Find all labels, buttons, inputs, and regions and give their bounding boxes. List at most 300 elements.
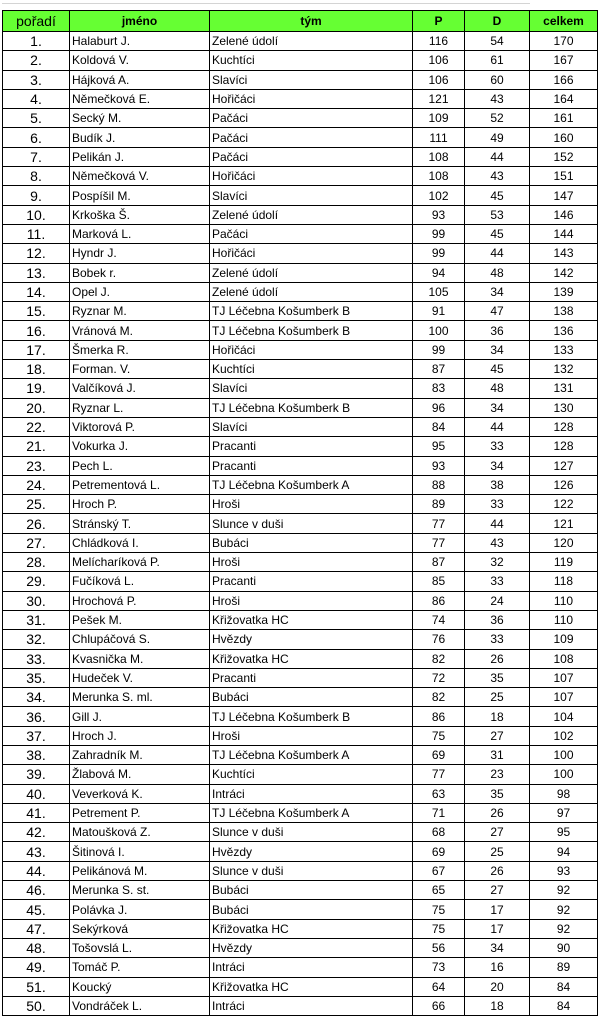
cell-team[interactable]: Pačáci — [210, 128, 413, 147]
cell-rank[interactable]: 16. — [3, 321, 70, 340]
cell-team[interactable]: TJ Léčebna Košumberk A — [210, 803, 413, 822]
cell-rank[interactable]: 50. — [3, 996, 70, 1015]
cell-total[interactable]: 92 — [530, 881, 598, 900]
cell-total[interactable]: 147 — [530, 186, 598, 205]
cell-rank[interactable]: 13. — [3, 263, 70, 282]
cell-p[interactable]: 99 — [413, 244, 465, 263]
cell-team[interactable]: Slavíci — [210, 186, 413, 205]
cell-p[interactable]: 111 — [413, 128, 465, 147]
header-total[interactable]: celkem — [530, 11, 598, 32]
cell-d[interactable]: 26 — [465, 803, 530, 822]
cell-rank[interactable]: 21. — [3, 437, 70, 456]
cell-d[interactable]: 17 — [465, 919, 530, 938]
cell-p[interactable]: 85 — [413, 572, 465, 591]
cell-team[interactable]: Slavíci — [210, 417, 413, 436]
cell-name[interactable]: Pelikánová M. — [70, 861, 210, 880]
cell-d[interactable]: 24 — [465, 591, 530, 610]
cell-team[interactable]: Křižovatka HC — [210, 977, 413, 996]
cell-d[interactable]: 33 — [465, 495, 530, 514]
cell-p[interactable]: 75 — [413, 726, 465, 745]
cell-total[interactable]: 90 — [530, 938, 598, 957]
cell-rank[interactable]: 14. — [3, 282, 70, 301]
cell-rank[interactable]: 39. — [3, 765, 70, 784]
cell-p[interactable]: 77 — [413, 514, 465, 533]
cell-total[interactable]: 131 — [530, 379, 598, 398]
cell-p[interactable]: 69 — [413, 842, 465, 861]
cell-d[interactable]: 43 — [465, 533, 530, 552]
cell-p[interactable]: 83 — [413, 379, 465, 398]
cell-name[interactable]: Vránová M. — [70, 321, 210, 340]
cell-d[interactable]: 34 — [465, 398, 530, 417]
cell-d[interactable]: 44 — [465, 147, 530, 166]
header-team[interactable]: tým — [210, 11, 413, 32]
cell-d[interactable]: 45 — [465, 224, 530, 243]
cell-d[interactable]: 60 — [465, 70, 530, 89]
cell-rank[interactable]: 5. — [3, 109, 70, 128]
cell-team[interactable]: Zelené údolí — [210, 205, 413, 224]
cell-name[interactable]: Pech L. — [70, 456, 210, 475]
cell-total[interactable]: 161 — [530, 109, 598, 128]
cell-team[interactable]: Intráci — [210, 958, 413, 977]
cell-team[interactable]: Kuchtíci — [210, 360, 413, 379]
header-p[interactable]: P — [413, 11, 465, 32]
cell-rank[interactable]: 42. — [3, 823, 70, 842]
cell-d[interactable]: 33 — [465, 572, 530, 591]
cell-p[interactable]: 105 — [413, 282, 465, 301]
cell-name[interactable]: Šmerka R. — [70, 340, 210, 359]
cell-total[interactable]: 136 — [530, 321, 598, 340]
cell-p[interactable]: 87 — [413, 553, 465, 572]
cell-p[interactable]: 66 — [413, 996, 465, 1015]
cell-d[interactable]: 17 — [465, 900, 530, 919]
cell-d[interactable]: 27 — [465, 726, 530, 745]
cell-rank[interactable]: 24. — [3, 475, 70, 494]
header-name[interactable]: jméno — [70, 11, 210, 32]
cell-team[interactable]: Slunce v duši — [210, 514, 413, 533]
cell-p[interactable]: 56 — [413, 938, 465, 957]
cell-p[interactable]: 76 — [413, 630, 465, 649]
cell-team[interactable]: TJ Léčebna Košumberk B — [210, 398, 413, 417]
cell-name[interactable]: Hudeček V. — [70, 668, 210, 687]
cell-d[interactable]: 25 — [465, 688, 530, 707]
cell-total[interactable]: 97 — [530, 803, 598, 822]
cell-name[interactable]: Hyndr J. — [70, 244, 210, 263]
cell-d[interactable]: 54 — [465, 32, 530, 51]
cell-total[interactable]: 107 — [530, 668, 598, 687]
cell-rank[interactable]: 49. — [3, 958, 70, 977]
cell-d[interactable]: 26 — [465, 861, 530, 880]
cell-rank[interactable]: 43. — [3, 842, 70, 861]
cell-name[interactable]: Chládková I. — [70, 533, 210, 552]
cell-total[interactable]: 146 — [530, 205, 598, 224]
cell-p[interactable]: 87 — [413, 360, 465, 379]
cell-p[interactable]: 86 — [413, 591, 465, 610]
cell-p[interactable]: 93 — [413, 456, 465, 475]
cell-name[interactable]: Tošovslá L. — [70, 938, 210, 957]
cell-name[interactable]: Hrochová P. — [70, 591, 210, 610]
cell-d[interactable]: 44 — [465, 244, 530, 263]
cell-team[interactable]: Hroši — [210, 495, 413, 514]
cell-p[interactable]: 63 — [413, 784, 465, 803]
cell-team[interactable]: Hroši — [210, 726, 413, 745]
cell-total[interactable]: 92 — [530, 919, 598, 938]
cell-d[interactable]: 20 — [465, 977, 530, 996]
cell-team[interactable]: Pačáci — [210, 147, 413, 166]
cell-name[interactable]: Valčíková J. — [70, 379, 210, 398]
cell-total[interactable]: 151 — [530, 167, 598, 186]
cell-rank[interactable]: 2. — [3, 51, 70, 70]
cell-total[interactable]: 120 — [530, 533, 598, 552]
cell-team[interactable]: Zelené údolí — [210, 263, 413, 282]
cell-rank[interactable]: 36. — [3, 707, 70, 726]
cell-rank[interactable]: 7. — [3, 147, 70, 166]
cell-team[interactable]: Pracanti — [210, 572, 413, 591]
cell-p[interactable]: 84 — [413, 417, 465, 436]
cell-p[interactable]: 74 — [413, 610, 465, 629]
cell-total[interactable]: 93 — [530, 861, 598, 880]
cell-total[interactable]: 167 — [530, 51, 598, 70]
cell-team[interactable]: TJ Léčebna Košumberk A — [210, 475, 413, 494]
cell-name[interactable]: Žlabová M. — [70, 765, 210, 784]
cell-team[interactable]: Křižovatka HC — [210, 919, 413, 938]
cell-rank[interactable]: 23. — [3, 456, 70, 475]
cell-p[interactable]: 67 — [413, 861, 465, 880]
cell-total[interactable]: 127 — [530, 456, 598, 475]
cell-total[interactable]: 132 — [530, 360, 598, 379]
cell-p[interactable]: 86 — [413, 707, 465, 726]
cell-total[interactable]: 104 — [530, 707, 598, 726]
cell-rank[interactable]: 33. — [3, 649, 70, 668]
cell-rank[interactable]: 12. — [3, 244, 70, 263]
cell-team[interactable]: Hvězdy — [210, 842, 413, 861]
cell-total[interactable]: 166 — [530, 70, 598, 89]
cell-team[interactable]: Bubáci — [210, 900, 413, 919]
cell-team[interactable]: Pracanti — [210, 668, 413, 687]
cell-d[interactable]: 43 — [465, 89, 530, 108]
cell-total[interactable]: 138 — [530, 302, 598, 321]
cell-name[interactable]: Marková L. — [70, 224, 210, 243]
cell-name[interactable]: Opel J. — [70, 282, 210, 301]
cell-name[interactable]: Merunka S. ml. — [70, 688, 210, 707]
cell-rank[interactable]: 20. — [3, 398, 70, 417]
cell-d[interactable]: 27 — [465, 823, 530, 842]
cell-name[interactable]: Ryznar M. — [70, 302, 210, 321]
cell-team[interactable]: Hvězdy — [210, 938, 413, 957]
cell-rank[interactable]: 27. — [3, 533, 70, 552]
cell-d[interactable]: 34 — [465, 938, 530, 957]
cell-name[interactable]: Koucký — [70, 977, 210, 996]
cell-team[interactable]: Hvězdy — [210, 630, 413, 649]
cell-name[interactable]: Pešek M. — [70, 610, 210, 629]
cell-team[interactable]: TJ Léčebna Košumberk B — [210, 707, 413, 726]
cell-name[interactable]: Gill J. — [70, 707, 210, 726]
cell-d[interactable]: 43 — [465, 167, 530, 186]
cell-team[interactable]: Pačáci — [210, 109, 413, 128]
cell-team[interactable]: Křižovatka HC — [210, 649, 413, 668]
cell-team[interactable]: Intráci — [210, 996, 413, 1015]
cell-total[interactable]: 119 — [530, 553, 598, 572]
cell-name[interactable]: Hroch P. — [70, 495, 210, 514]
cell-p[interactable]: 71 — [413, 803, 465, 822]
cell-team[interactable]: Kuchtíci — [210, 51, 413, 70]
cell-p[interactable]: 73 — [413, 958, 465, 977]
cell-team[interactable]: Pracanti — [210, 437, 413, 456]
cell-d[interactable]: 34 — [465, 456, 530, 475]
cell-rank[interactable]: 29. — [3, 572, 70, 591]
cell-total[interactable]: 92 — [530, 900, 598, 919]
cell-name[interactable]: Hájková A. — [70, 70, 210, 89]
cell-total[interactable]: 160 — [530, 128, 598, 147]
cell-total[interactable]: 100 — [530, 745, 598, 764]
cell-rank[interactable]: 51. — [3, 977, 70, 996]
cell-rank[interactable]: 40. — [3, 784, 70, 803]
cell-rank[interactable]: 1. — [3, 32, 70, 51]
cell-p[interactable]: 69 — [413, 745, 465, 764]
cell-rank[interactable]: 48. — [3, 938, 70, 957]
cell-team[interactable]: Bubáci — [210, 688, 413, 707]
cell-d[interactable]: 18 — [465, 707, 530, 726]
cell-total[interactable]: 84 — [530, 977, 598, 996]
cell-team[interactable]: TJ Léčebna Košumberk A — [210, 745, 413, 764]
cell-rank[interactable]: 26. — [3, 514, 70, 533]
cell-name[interactable]: Bobek r. — [70, 263, 210, 282]
cell-name[interactable]: Matoušková Z. — [70, 823, 210, 842]
cell-name[interactable]: Chlupáčová S. — [70, 630, 210, 649]
cell-name[interactable]: Viktorová P. — [70, 417, 210, 436]
cell-team[interactable]: Pačáci — [210, 224, 413, 243]
cell-d[interactable]: 31 — [465, 745, 530, 764]
cell-team[interactable]: Hořičáci — [210, 244, 413, 263]
cell-name[interactable]: Vondráček L. — [70, 996, 210, 1015]
cell-rank[interactable]: 41. — [3, 803, 70, 822]
cell-p[interactable]: 109 — [413, 109, 465, 128]
cell-d[interactable]: 47 — [465, 302, 530, 321]
cell-p[interactable]: 96 — [413, 398, 465, 417]
cell-team[interactable]: Hroši — [210, 591, 413, 610]
cell-total[interactable]: 122 — [530, 495, 598, 514]
cell-total[interactable]: 118 — [530, 572, 598, 591]
cell-p[interactable]: 95 — [413, 437, 465, 456]
cell-rank[interactable]: 9. — [3, 186, 70, 205]
cell-rank[interactable]: 30. — [3, 591, 70, 610]
cell-p[interactable]: 82 — [413, 649, 465, 668]
cell-d[interactable]: 52 — [465, 109, 530, 128]
cell-total[interactable]: 94 — [530, 842, 598, 861]
cell-p[interactable]: 82 — [413, 688, 465, 707]
cell-rank[interactable]: 34. — [3, 688, 70, 707]
cell-d[interactable]: 33 — [465, 437, 530, 456]
header-rank[interactable]: pořadí — [3, 11, 70, 32]
cell-d[interactable]: 35 — [465, 668, 530, 687]
cell-team[interactable]: Slavíci — [210, 379, 413, 398]
cell-rank[interactable]: 38. — [3, 745, 70, 764]
cell-rank[interactable]: 35. — [3, 668, 70, 687]
cell-d[interactable]: 45 — [465, 360, 530, 379]
cell-rank[interactable]: 46. — [3, 881, 70, 900]
cell-d[interactable]: 44 — [465, 514, 530, 533]
cell-p[interactable]: 68 — [413, 823, 465, 842]
cell-total[interactable]: 100 — [530, 765, 598, 784]
cell-p[interactable]: 100 — [413, 321, 465, 340]
cell-rank[interactable]: 8. — [3, 167, 70, 186]
cell-p[interactable]: 121 — [413, 89, 465, 108]
cell-team[interactable]: TJ Léčebna Košumberk B — [210, 321, 413, 340]
cell-team[interactable]: Bubáci — [210, 881, 413, 900]
cell-rank[interactable]: 10. — [3, 205, 70, 224]
cell-total[interactable]: 98 — [530, 784, 598, 803]
cell-total[interactable]: 102 — [530, 726, 598, 745]
cell-d[interactable]: 27 — [465, 881, 530, 900]
cell-d[interactable]: 33 — [465, 630, 530, 649]
cell-name[interactable]: Němečková E. — [70, 89, 210, 108]
cell-rank[interactable]: 32. — [3, 630, 70, 649]
cell-rank[interactable]: 28. — [3, 553, 70, 572]
cell-d[interactable]: 48 — [465, 379, 530, 398]
cell-total[interactable]: 84 — [530, 996, 598, 1015]
cell-rank[interactable]: 6. — [3, 128, 70, 147]
cell-team[interactable]: TJ Léčebna Košumberk B — [210, 302, 413, 321]
cell-name[interactable]: Secký M. — [70, 109, 210, 128]
cell-total[interactable]: 110 — [530, 591, 598, 610]
cell-total[interactable]: 130 — [530, 398, 598, 417]
cell-total[interactable]: 139 — [530, 282, 598, 301]
cell-total[interactable]: 110 — [530, 610, 598, 629]
cell-d[interactable]: 25 — [465, 842, 530, 861]
cell-team[interactable]: Slunce v duši — [210, 861, 413, 880]
cell-rank[interactable]: 25. — [3, 495, 70, 514]
cell-name[interactable]: Krkoška Š. — [70, 205, 210, 224]
cell-p[interactable]: 94 — [413, 263, 465, 282]
cell-rank[interactable]: 45. — [3, 900, 70, 919]
cell-name[interactable]: Petrement P. — [70, 803, 210, 822]
cell-p[interactable]: 108 — [413, 167, 465, 186]
cell-total[interactable]: 133 — [530, 340, 598, 359]
cell-p[interactable]: 102 — [413, 186, 465, 205]
cell-team[interactable]: Slavíci — [210, 70, 413, 89]
cell-name[interactable]: Fučíková L. — [70, 572, 210, 591]
cell-team[interactable]: Pracanti — [210, 456, 413, 475]
cell-name[interactable]: Budík J. — [70, 128, 210, 147]
cell-rank[interactable]: 22. — [3, 417, 70, 436]
cell-team[interactable]: Zelené údolí — [210, 32, 413, 51]
cell-p[interactable]: 64 — [413, 977, 465, 996]
cell-rank[interactable]: 11. — [3, 224, 70, 243]
cell-rank[interactable]: 31. — [3, 610, 70, 629]
cell-name[interactable]: Forman. V. — [70, 360, 210, 379]
cell-d[interactable]: 36 — [465, 321, 530, 340]
cell-team[interactable]: Hořičáci — [210, 89, 413, 108]
cell-d[interactable]: 34 — [465, 282, 530, 301]
cell-team[interactable]: Hroši — [210, 553, 413, 572]
cell-p[interactable]: 65 — [413, 881, 465, 900]
cell-name[interactable]: Koldová V. — [70, 51, 210, 70]
cell-total[interactable]: 170 — [530, 32, 598, 51]
cell-d[interactable]: 38 — [465, 475, 530, 494]
cell-d[interactable]: 53 — [465, 205, 530, 224]
cell-d[interactable]: 45 — [465, 186, 530, 205]
cell-name[interactable]: Halaburt J. — [70, 32, 210, 51]
cell-total[interactable]: 95 — [530, 823, 598, 842]
cell-d[interactable]: 44 — [465, 417, 530, 436]
cell-d[interactable]: 49 — [465, 128, 530, 147]
cell-rank[interactable]: 19. — [3, 379, 70, 398]
cell-p[interactable]: 77 — [413, 765, 465, 784]
cell-d[interactable]: 18 — [465, 996, 530, 1015]
cell-p[interactable]: 75 — [413, 919, 465, 938]
cell-p[interactable]: 116 — [413, 32, 465, 51]
cell-name[interactable]: Petrementová L. — [70, 475, 210, 494]
cell-name[interactable]: Šitinová I. — [70, 842, 210, 861]
cell-team[interactable]: Hořičáci — [210, 340, 413, 359]
cell-p[interactable]: 93 — [413, 205, 465, 224]
cell-total[interactable]: 89 — [530, 958, 598, 977]
cell-d[interactable]: 36 — [465, 610, 530, 629]
cell-total[interactable]: 142 — [530, 263, 598, 282]
cell-total[interactable]: 128 — [530, 437, 598, 456]
cell-team[interactable]: Bubáci — [210, 533, 413, 552]
cell-p[interactable]: 99 — [413, 340, 465, 359]
cell-rank[interactable]: 15. — [3, 302, 70, 321]
cell-total[interactable]: 121 — [530, 514, 598, 533]
cell-d[interactable]: 23 — [465, 765, 530, 784]
cell-rank[interactable]: 44. — [3, 861, 70, 880]
cell-p[interactable]: 77 — [413, 533, 465, 552]
cell-name[interactable]: Kvasnička M. — [70, 649, 210, 668]
cell-total[interactable]: 109 — [530, 630, 598, 649]
cell-p[interactable]: 75 — [413, 900, 465, 919]
cell-name[interactable]: Melícharíková P. — [70, 553, 210, 572]
cell-p[interactable]: 106 — [413, 70, 465, 89]
cell-rank[interactable]: 18. — [3, 360, 70, 379]
cell-d[interactable]: 32 — [465, 553, 530, 572]
cell-name[interactable]: Sekýrková — [70, 919, 210, 938]
cell-d[interactable]: 61 — [465, 51, 530, 70]
cell-name[interactable]: Hroch J. — [70, 726, 210, 745]
cell-team[interactable]: Křižovatka HC — [210, 610, 413, 629]
cell-team[interactable]: Kuchtíci — [210, 765, 413, 784]
cell-total[interactable]: 107 — [530, 688, 598, 707]
cell-total[interactable]: 152 — [530, 147, 598, 166]
cell-name[interactable]: Němečková V. — [70, 167, 210, 186]
cell-p[interactable]: 99 — [413, 224, 465, 243]
cell-p[interactable]: 91 — [413, 302, 465, 321]
cell-total[interactable]: 108 — [530, 649, 598, 668]
cell-name[interactable]: Ryznar L. — [70, 398, 210, 417]
cell-team[interactable]: Hořičáci — [210, 167, 413, 186]
cell-team[interactable]: Slunce v duši — [210, 823, 413, 842]
cell-p[interactable]: 106 — [413, 51, 465, 70]
cell-total[interactable]: 143 — [530, 244, 598, 263]
cell-p[interactable]: 108 — [413, 147, 465, 166]
cell-rank[interactable]: 3. — [3, 70, 70, 89]
cell-name[interactable]: Pelikán J. — [70, 147, 210, 166]
cell-team[interactable]: Zelené údolí — [210, 282, 413, 301]
cell-name[interactable]: Zahradník M. — [70, 745, 210, 764]
cell-d[interactable]: 16 — [465, 958, 530, 977]
cell-total[interactable]: 126 — [530, 475, 598, 494]
cell-name[interactable]: Tomáč P. — [70, 958, 210, 977]
cell-name[interactable]: Pospíšil M. — [70, 186, 210, 205]
cell-d[interactable]: 26 — [465, 649, 530, 668]
cell-rank[interactable]: 17. — [3, 340, 70, 359]
cell-total[interactable]: 164 — [530, 89, 598, 108]
cell-rank[interactable]: 47. — [3, 919, 70, 938]
cell-total[interactable]: 144 — [530, 224, 598, 243]
cell-name[interactable]: Vokurka J. — [70, 437, 210, 456]
cell-p[interactable]: 88 — [413, 475, 465, 494]
cell-name[interactable]: Stránský T. — [70, 514, 210, 533]
header-d[interactable]: D — [465, 11, 530, 32]
